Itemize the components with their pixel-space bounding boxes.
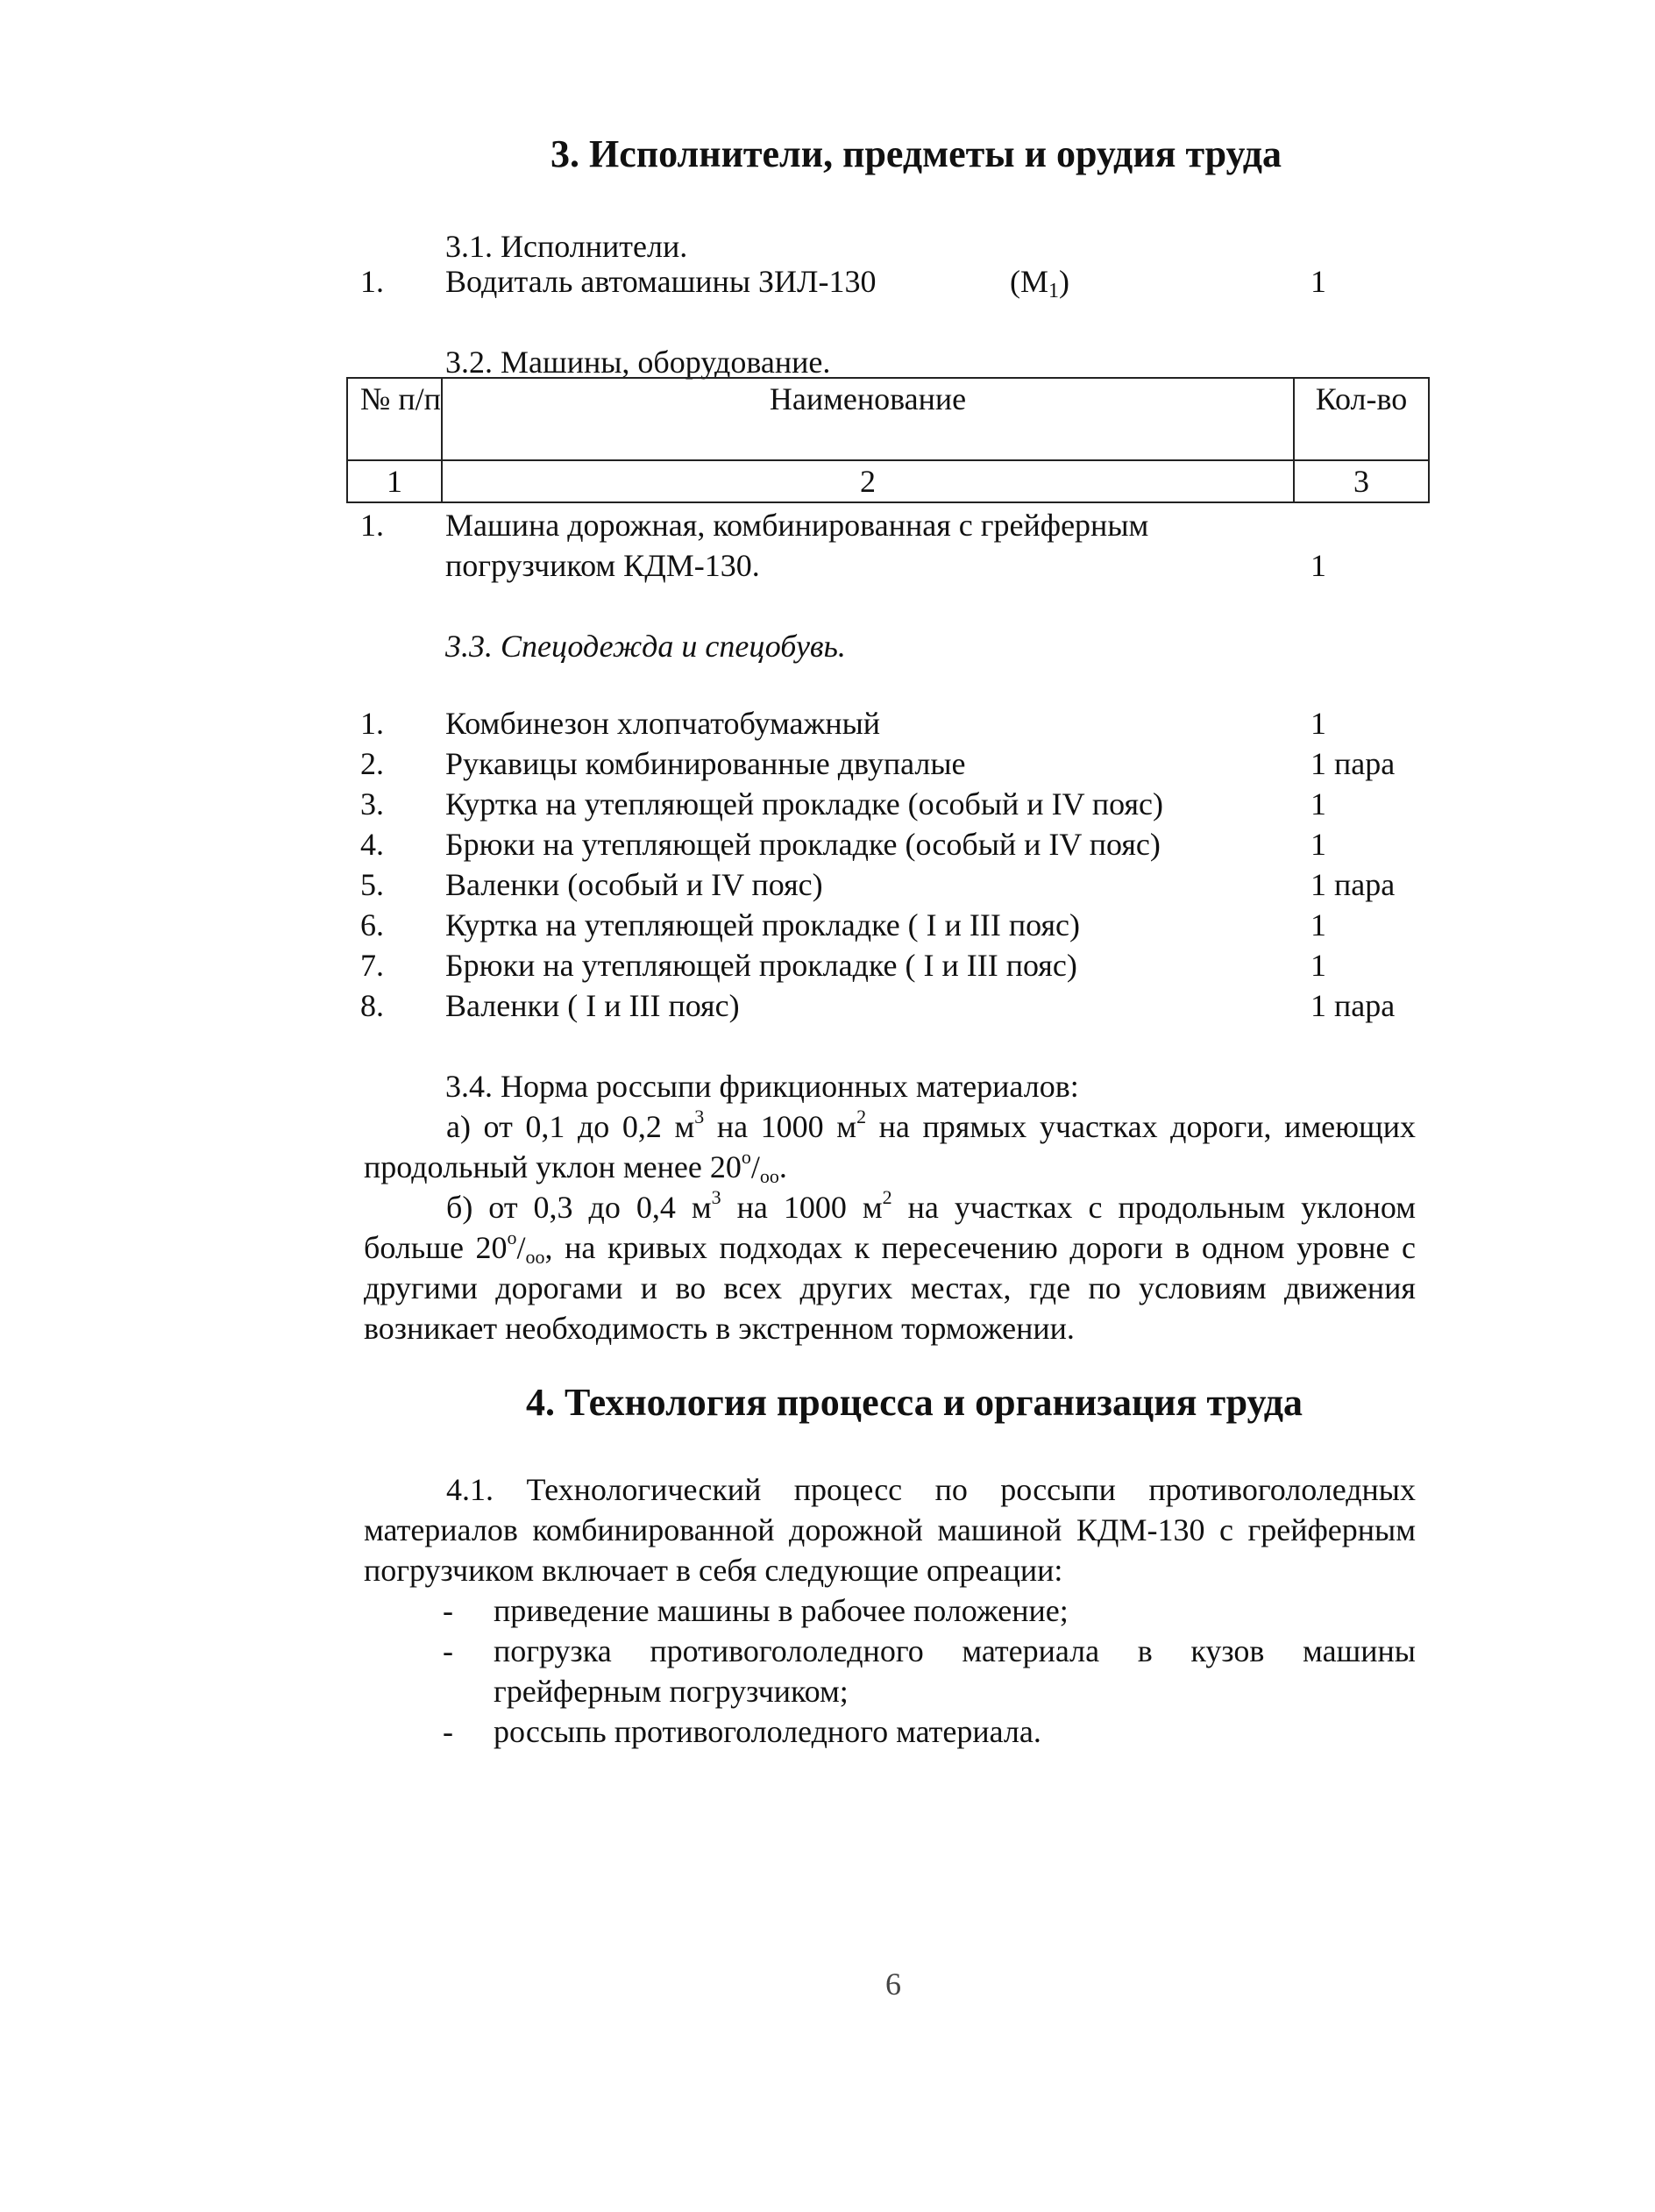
list-item-qty: 1 xyxy=(1311,706,1326,741)
section-3-title: 3. Исполнители, предметы и орудия труда xyxy=(550,132,1282,175)
list-item-num: 5. xyxy=(360,867,384,902)
norm-item-b: б) от 0,3 до 0,4 $м^3$ на 1000 $м^2$ на участках с продольным уклоном больше $20^о/_{оо}$, на кривых подходах к пересечению дороги в одном уровне с другими дорогами и во всех других местах, где по условиям движения возникает необходимость в экстренном торможении. xyxy=(364,1186,1416,1346)
list-item-qty: 1 пара xyxy=(1311,746,1396,781)
executor-code: $(М_1)$ xyxy=(1010,264,1069,302)
list-item-num: 7. xyxy=(360,948,384,983)
list-item-num: 3. xyxy=(360,786,384,821)
list-item-qty: 1 пара xyxy=(1311,867,1396,902)
col-num-header: № п/п xyxy=(347,378,442,460)
section-4-title: 4. Технология процесса и организация труда xyxy=(526,1381,1303,1424)
list-item-name: Валенки ( I и III пояс) xyxy=(445,988,740,1023)
col-idx-2: 2 xyxy=(442,460,1294,502)
col-idx-3: 3 xyxy=(1294,460,1429,502)
list-item: россыпь противогололедного материала. xyxy=(494,1714,1041,1749)
list-item-name: Брюки на утепляющей прокладке ( I и III пояс) xyxy=(445,948,1077,983)
norm-item-a: а) от 0,1 до 0,2 $м^3$ на 1000 $м^2$ на прямых участках дороги, имеющих продольный уклон менее $20^о/_{оо}$. xyxy=(364,1106,1417,1187)
section-4-intro: 4.1. Технологический процесс по россыпи противогололедных материалов комбинированной дорожной машиной КДМ-130 с грейферным погрузчиком включает в себя следующие опреации: xyxy=(364,1472,1416,1588)
list-item-name: Валенки (особый и IV пояс) xyxy=(445,867,823,902)
list-item-num: 6. xyxy=(360,907,384,942)
list-item-name: Комбинезон хлопчатобумажный xyxy=(445,706,881,741)
list-item-name: Брюки на утепляющей прокладке (особый и IV пояс) xyxy=(445,827,1161,862)
list-item: погрузка противогололедного материала в кузов машины грейферным погрузчиком; xyxy=(494,1633,1416,1709)
machines-table-index-row xyxy=(347,460,1429,502)
machines-table xyxy=(346,377,1430,503)
executor-qty: 1 xyxy=(1311,264,1326,299)
list-item-qty: 1 xyxy=(1311,786,1326,821)
machines-table-header xyxy=(347,378,1429,460)
executor-num: 1. xyxy=(360,264,384,299)
clothing-heading: 3.3. Спецодежда и спецобувь. xyxy=(445,629,846,664)
col-name-header: Наименование xyxy=(442,378,1294,460)
col-qty-header: Кол-во xyxy=(1294,378,1429,460)
executor-name: Водиталь автомашины ЗИЛ-130 xyxy=(445,264,877,299)
list-item-num: 8. xyxy=(360,988,384,1023)
machine-num: 1. xyxy=(360,508,384,543)
list-item-qty: 1 xyxy=(1311,827,1326,862)
list-item-dash: - xyxy=(443,1714,453,1749)
list-item-qty: 1 xyxy=(1311,948,1326,983)
machine-name-line2: погрузчиком КДМ-130. xyxy=(445,548,760,583)
list-item-num: 1. xyxy=(360,706,384,741)
norm-heading: 3.4. Норма россыпи фрикционных материалов: xyxy=(445,1069,1079,1104)
machines-heading: 3.2. Машины, оборудование. xyxy=(445,345,831,380)
list-item-qty: 1 xyxy=(1311,907,1326,942)
list-item-dash: - xyxy=(443,1593,453,1628)
list-item-name: Куртка на утепляющей прокладке (особый и IV пояс) xyxy=(445,786,1164,821)
col-idx-1: 1 xyxy=(347,460,442,502)
list-item-dash: - xyxy=(443,1633,453,1668)
list-item-qty: 1 пара xyxy=(1311,988,1396,1023)
list-item-name: Куртка на утепляющей прокладке ( I и III пояс) xyxy=(445,907,1080,942)
executors-heading: 3.1. Исполнители. xyxy=(445,229,688,264)
machine-qty: 1 xyxy=(1311,548,1326,583)
machine-name-line1: Машина дорожная, комбинированная с грейферным xyxy=(445,508,1149,543)
list-item: приведение машины в рабочее положение; xyxy=(494,1593,1069,1628)
list-item-name: Рукавицы комбинированные двупалые xyxy=(445,746,966,781)
page-number: 6 xyxy=(885,1967,901,2002)
list-item-num: 2. xyxy=(360,746,384,781)
list-item-num: 4. xyxy=(360,827,384,862)
